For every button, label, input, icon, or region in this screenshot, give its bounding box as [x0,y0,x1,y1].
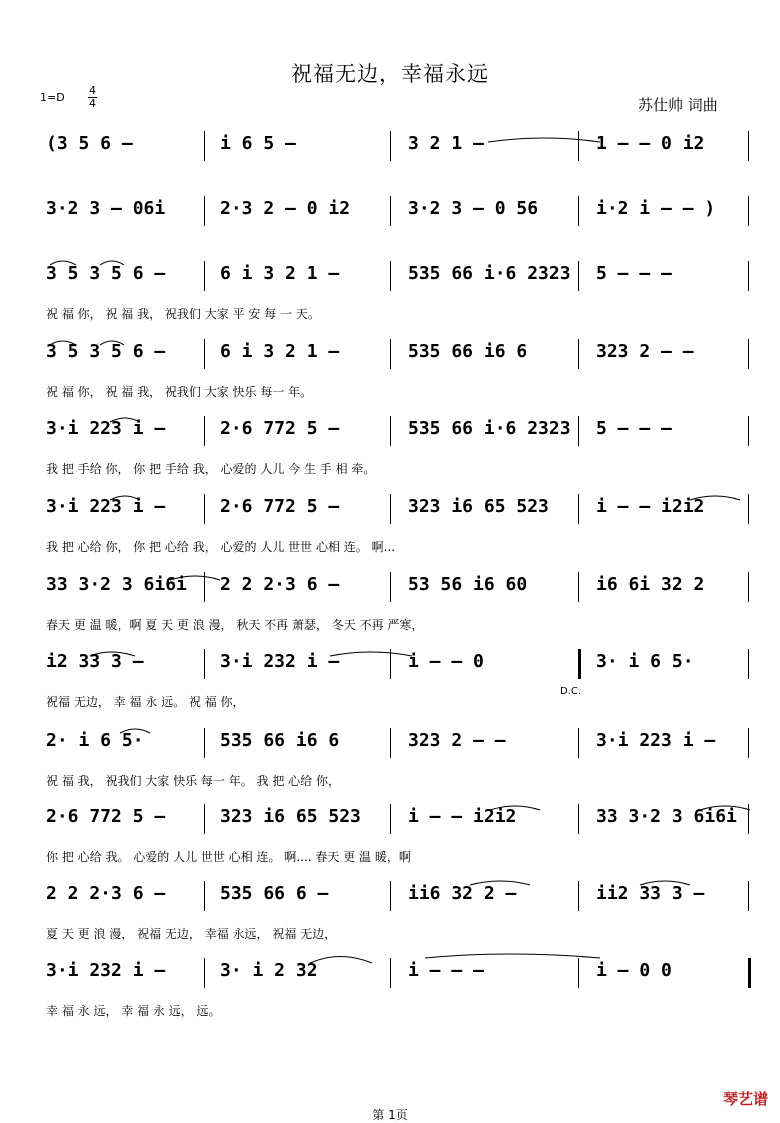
barline [578,728,579,758]
barline [390,339,391,369]
lyric-line: 夏 天 更 浪 漫， 祝福 无边， 幸福 永远， 祝福 无边， [46,927,337,941]
barline [578,881,579,911]
barline [578,339,579,369]
barline [748,131,749,161]
lyric-line: 幸 福 永 远， 幸 福 永 远， 远。 [46,1004,221,1018]
time-signature-bottom: 4 [89,97,96,110]
measure: (3 5 6 – [46,133,133,154]
barline [204,339,205,369]
measure: i – – i2i2 [596,496,705,517]
measure: 1 – – 0 i2 [596,133,705,154]
dc-mark: D.C. [560,686,582,697]
site-logo: 琴艺谱 [722,1090,768,1108]
time-signature [88,85,97,110]
barline [204,572,205,602]
barline [578,572,579,602]
measure: 323 i6 65 523 [220,806,361,827]
lyric-line: 祝福 无边， 幸 福 永 远。 祝 福 你， [46,695,245,709]
barline [748,804,749,834]
barline [578,196,579,226]
lyric-line: 祝 福 我， 祝我们 大家 快乐 每一 年。 我 把 心给 你， [46,774,340,788]
measure: 3·i 223 i – [596,730,716,751]
measure: 2·6 772 5 – [220,418,340,439]
measure: 535 66 6 – [220,883,329,904]
slur-arc [425,954,600,958]
barline [578,416,579,446]
barline [204,881,205,911]
measure: i – – – [408,960,484,981]
barline [748,416,749,446]
barline [748,261,749,291]
key-signature: 1=D [40,91,65,104]
measure: 5 – – – [596,263,672,284]
page-number: 第 1页 [372,1108,408,1122]
barline [390,804,391,834]
barline [204,804,205,834]
measure: 2·6 772 5 – [220,496,340,517]
lyric-line: 祝 福 你， 祝 福 我， 祝我们 大家 快乐 每一 年。 [46,385,313,399]
measure: 535 66 i6 6 [408,341,528,362]
measure: 3 5 3 5 6 – [46,263,166,284]
measure: 2 2 2·3 6 – [220,574,340,595]
barline [390,416,391,446]
measure: 2· i 6 5· [46,730,144,751]
barline [748,339,749,369]
barline [578,494,579,524]
lyric-line: 我 把 手给 你， 你 把 手给 我， 心爱的 人儿 今 生 手 相 牵。 [46,462,376,476]
measure: 3·i 223 i – [46,418,166,439]
barline [390,196,391,226]
barline [204,958,205,988]
barline [390,572,391,602]
measure: i6 6i 32 2 [596,574,705,595]
measure: ii2 33 3 – [596,883,705,904]
measure: 2 2 2·3 6 – [46,883,166,904]
barline [748,881,749,911]
measure: 2·3 2 – 0 i2 [220,198,351,219]
slur-arc [310,957,372,964]
barline [748,196,749,226]
measure: 3·i 232 i – [46,960,166,981]
measure: i 6 5 – [220,133,296,154]
measure: i2 33 3 – [46,651,144,672]
lyric-line: 我 把 心给 你， 你 把 心给 我， 心爱的 人儿 世世 心相 连。 啊... [46,540,396,554]
measure: 323 2 – – [596,341,694,362]
page-title: 祝福无边，幸福永远 [291,62,489,86]
measure: 6 i 3 2 1 – [220,341,340,362]
measure: 5 – – – [596,418,672,439]
barline [578,804,579,834]
measure: i – – 0 [408,651,484,672]
barline [578,958,579,988]
measure: 3 5 3 5 6 – [46,341,166,362]
barline [204,261,205,291]
barline [748,728,749,758]
measure: 535 66 i6 6 [220,730,340,751]
barline [204,196,205,226]
measure: 2·6 772 5 – [46,806,166,827]
measure: 3 2 1 – [408,133,484,154]
measure: 3·2 3 – 06i [46,198,166,219]
measure: 323 2 – – [408,730,506,751]
barline [204,494,205,524]
measure: ii6 32 2 – [408,883,517,904]
measure: 33 3·2 3 6i6i [596,806,737,827]
measure: 33 3·2 3 6i6i [46,574,187,595]
composer-credit: 苏仕帅 词曲 [638,96,718,114]
barline [748,649,749,679]
barline [204,131,205,161]
measure: 535 66 i·6 2323 [408,418,571,439]
measure: 53 56 i6 60 [408,574,528,595]
measure: 3·i 223 i – [46,496,166,517]
measure: 3·i 232 i – [220,651,340,672]
barline [748,494,749,524]
barline [204,728,205,758]
lyric-line: 祝 福 你， 祝 福 我， 祝我们 大家 平 安 每 一 天。 [46,307,320,321]
lyric-line: 春天 更 温 暖，啊 夏 天 更 浪 漫， 秋天 不再 萧瑟， 冬天 不再 严寒， [46,618,424,632]
slur-arc [330,652,412,656]
barline [390,261,391,291]
measure: 6 i 3 2 1 – [220,263,340,284]
barline [390,881,391,911]
barline [390,649,391,679]
final-barline [748,958,751,988]
measure: i – 0 0 [596,960,672,981]
section-double-barline [578,649,581,679]
barline [204,649,205,679]
barline [390,494,391,524]
barline [578,131,579,161]
barline [204,416,205,446]
barline [748,572,749,602]
measure: 3· i 2 32 [220,960,318,981]
measure: 3· i 6 5· [596,651,694,672]
barline [390,131,391,161]
barline [578,261,579,291]
slur-arc [488,138,600,142]
measure: i – – i2i2 [408,806,517,827]
measure: 535 66 i·6 2323 [408,263,571,284]
measure: i·2 i – – ) [596,198,716,219]
time-signature-top: 4 [89,84,96,97]
measure: 323 i6 65 523 [408,496,549,517]
measure: 3·2 3 – 0 56 [408,198,539,219]
lyric-line: 你 把 心给 我。 心爱的 人儿 世世 心相 连。 啊.... 春天 更 温 暖，啊 [46,850,411,864]
barline [390,958,391,988]
barline [390,728,391,758]
